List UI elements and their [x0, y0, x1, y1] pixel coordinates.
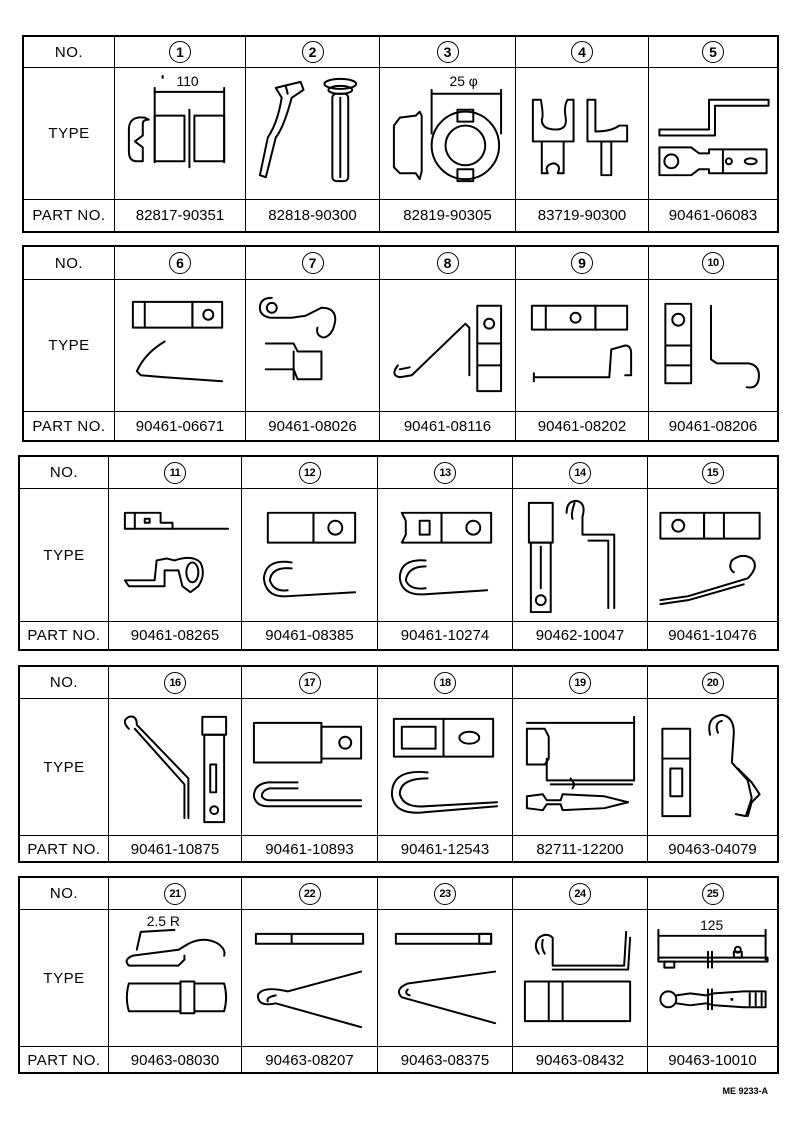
part-number: 90461-08116 — [403, 417, 492, 435]
part-no-label: PART NO. — [27, 627, 101, 644]
part-number: 82711-12200 — [536, 841, 624, 858]
edge-clip-icon — [115, 68, 245, 199]
part-number: 90461-10875 — [130, 841, 220, 858]
part-number-cell — [115, 412, 246, 440]
j-hook-clamp-icon — [649, 280, 777, 411]
parts-table-4 — [18, 665, 779, 863]
part-number-cell — [516, 200, 649, 231]
part-number-cell — [246, 200, 380, 231]
part-no-label: PART NO. — [32, 417, 106, 435]
type-drawing-cell — [513, 910, 648, 1046]
part-number: 90461-10274 — [400, 627, 490, 644]
spring-loop-clip-icon — [242, 910, 377, 1046]
item-number-cell — [115, 247, 246, 279]
part-number: 90461-08385 — [265, 627, 354, 644]
part-number: 90461-08206 — [668, 417, 758, 435]
part-number-cell — [109, 836, 242, 863]
loop-clamp-icon — [242, 489, 377, 621]
item-number-cell — [516, 247, 649, 279]
item-number-cell — [513, 878, 648, 909]
spring-v-clip-icon — [378, 910, 512, 1046]
drawing-code: ME 9233-A — [722, 1086, 768, 1096]
type-drawing-cell — [380, 280, 516, 411]
type-drawing-cell — [513, 489, 648, 621]
type-drawing-cell — [242, 910, 378, 1046]
item-number-badge: 9 — [571, 252, 593, 274]
type-label: TYPE — [48, 125, 90, 142]
type-header — [20, 910, 109, 1046]
part-number: 90463-04079 — [668, 841, 757, 858]
no-label: NO. — [49, 674, 79, 691]
part-number-cell — [648, 1047, 777, 1074]
part-number-cell — [242, 836, 378, 863]
bent-clip-and-pin-icon — [246, 68, 379, 199]
part-number: 90461-06083 — [668, 207, 758, 224]
part-number-cell — [649, 200, 777, 231]
item-number-cell — [648, 457, 777, 488]
type-drawing-cell — [516, 280, 649, 411]
part-number: 90463-08030 — [130, 1052, 220, 1069]
type-drawing-cell — [380, 68, 516, 199]
vertical-hook-clamp-icon — [513, 489, 647, 621]
no-header — [20, 667, 109, 698]
hook-clamp-icon — [115, 280, 245, 411]
part-no-header — [24, 412, 115, 440]
item-number-badge: 20 — [702, 672, 724, 694]
type-drawing-cell — [649, 280, 777, 411]
item-number-cell — [513, 457, 648, 488]
item-number-cell — [649, 37, 777, 67]
type-drawing-cell — [115, 68, 246, 199]
part-number-cell — [378, 836, 513, 863]
curl-hook-clamp-icon — [648, 489, 777, 621]
item-number-badge: 19 — [569, 672, 591, 694]
item-number-badge: 11 — [164, 462, 186, 484]
type-drawing-cell — [242, 489, 378, 621]
type-drawing-cell — [378, 699, 513, 835]
j-bracket-clamp-icon — [516, 280, 648, 411]
type-drawing-cell — [648, 910, 777, 1046]
svg-text:2.5 R: 2.5 R — [146, 912, 180, 929]
item-number-cell — [242, 667, 378, 698]
part-number: 90463-08432 — [535, 1052, 625, 1069]
part-number-cell — [109, 622, 242, 649]
item-number-badge: 24 — [569, 883, 591, 905]
item-number-badge: 10 — [702, 252, 724, 274]
no-header — [20, 878, 109, 909]
part-number-cell — [380, 412, 516, 440]
spring-hook-clamp-icon — [648, 699, 777, 835]
no-label: NO. — [54, 254, 84, 272]
item-number-cell — [648, 667, 777, 698]
type-drawing-cell — [648, 699, 777, 835]
item-number-cell — [109, 878, 242, 909]
part-no-header — [20, 836, 109, 863]
part-no-header — [20, 622, 109, 649]
item-number-cell — [242, 878, 378, 909]
type-header — [24, 280, 115, 411]
part-number-cell — [378, 1047, 513, 1074]
type-drawing-cell — [242, 699, 378, 835]
parts-table-3 — [18, 455, 779, 651]
part-no-header — [24, 200, 115, 231]
item-number-badge: 25 — [702, 883, 724, 905]
part-number: 90461-12543 — [400, 841, 490, 858]
part-number-cell — [516, 412, 649, 440]
part-number-cell — [246, 412, 380, 440]
part-number-cell — [648, 836, 777, 863]
parts-table-5 — [18, 876, 779, 1074]
item-number-badge: 7 — [302, 252, 324, 274]
fork-clip-icon — [516, 68, 648, 199]
part-no-label: PART NO. — [27, 841, 101, 858]
item-number-badge: 1 — [169, 41, 191, 63]
item-number-badge: 14 — [569, 462, 591, 484]
part-number: 90461-08026 — [268, 417, 357, 435]
item-number-cell — [380, 37, 516, 67]
item-number-cell — [109, 457, 242, 488]
type-drawing-cell — [378, 910, 513, 1046]
part-number: 83719-90300 — [537, 207, 627, 224]
item-number-badge: 23 — [434, 883, 456, 905]
part-number: 90462-10047 — [535, 627, 625, 644]
item-number-badge: 8 — [437, 252, 459, 274]
item-number-badge: 22 — [299, 883, 321, 905]
item-number-badge: 4 — [571, 41, 593, 63]
type-header — [20, 489, 109, 621]
item-number-badge: 16 — [164, 672, 186, 694]
item-number-cell — [246, 37, 380, 67]
type-drawing-cell — [109, 910, 242, 1046]
part-number-cell — [649, 412, 777, 440]
item-number-cell — [115, 37, 246, 67]
item-number-cell — [242, 457, 378, 488]
type-label: TYPE — [43, 969, 85, 987]
type-label: TYPE — [43, 546, 85, 564]
item-number-badge: 12 — [299, 462, 321, 484]
item-number-badge: 15 — [702, 462, 724, 484]
radius-clip-icon — [109, 910, 241, 1046]
part-number-cell — [380, 200, 516, 231]
svg-text:25 φ: 25 φ — [449, 72, 478, 89]
grommet-icon — [380, 68, 515, 199]
part-number-cell — [115, 200, 246, 231]
item-number-cell — [648, 878, 777, 909]
part-number: 90463-08375 — [400, 1052, 490, 1069]
item-number-badge: 18 — [434, 672, 456, 694]
item-number-badge: 6 — [169, 252, 191, 274]
type-drawing-cell — [246, 68, 380, 199]
item-number-badge: 2 — [302, 41, 324, 63]
item-number-badge: 3 — [437, 41, 459, 63]
parts-table-1 — [22, 35, 779, 233]
part-number-cell — [109, 1047, 242, 1074]
type-drawing-cell — [109, 699, 242, 835]
part-number-cell — [513, 622, 648, 649]
item-number-cell — [378, 457, 513, 488]
no-header — [20, 457, 109, 488]
angled-hook-clamp-icon — [109, 699, 241, 835]
part-number: 90461-06671 — [135, 417, 225, 435]
part-number: 90461-10893 — [265, 841, 354, 858]
part-number: 90463-10010 — [668, 1052, 757, 1069]
part-no-label: PART NO. — [32, 207, 106, 224]
type-header — [24, 68, 115, 199]
offset-bracket-clamp-icon — [109, 489, 241, 621]
item-number-badge: 21 — [164, 883, 186, 905]
type-header — [20, 699, 109, 835]
no-label: NO. — [54, 43, 84, 61]
wire-hook-clamp-icon — [380, 280, 515, 411]
item-number-cell — [109, 667, 242, 698]
part-number-cell — [242, 622, 378, 649]
u-clip-clamp-icon — [242, 699, 377, 835]
type-drawing-cell — [378, 489, 513, 621]
item-number-cell — [513, 667, 648, 698]
part-number: 90461-08265 — [130, 627, 220, 644]
type-drawing-cell — [513, 699, 648, 835]
type-drawing-cell — [649, 68, 777, 199]
item-number-cell — [378, 878, 513, 909]
eyelet-hook-clamp-icon — [246, 280, 379, 411]
part-number: 90463-08207 — [265, 1052, 354, 1069]
part-number: 90461-10476 — [668, 627, 757, 644]
part-number: 82817-90351 — [135, 207, 225, 224]
type-label: TYPE — [43, 758, 85, 776]
item-number-cell — [246, 247, 380, 279]
no-label: NO. — [49, 464, 79, 481]
no-header — [24, 247, 115, 279]
type-drawing-cell — [109, 489, 242, 621]
large-loop-clamp-icon — [378, 699, 512, 835]
type-drawing-cell — [246, 280, 380, 411]
svg-text:125: 125 — [700, 916, 724, 933]
flat-bracket-clamp-icon — [649, 68, 777, 199]
wire-bracket-clip-icon — [513, 910, 647, 1046]
part-no-label: PART NO. — [27, 1052, 101, 1069]
item-number-badge: 17 — [299, 672, 321, 694]
parts-table-2 — [22, 245, 779, 442]
no-label: NO. — [49, 885, 79, 902]
part-no-header — [20, 1047, 109, 1074]
part-number-cell — [648, 622, 777, 649]
part-number-cell — [513, 836, 648, 863]
long-strap-icon — [648, 910, 777, 1046]
type-drawing-cell — [648, 489, 777, 621]
part-number: 90461-08202 — [537, 417, 627, 435]
svg-text:110: 110 — [176, 72, 199, 89]
item-number-badge: 5 — [702, 41, 724, 63]
type-drawing-cell — [115, 280, 246, 411]
item-number-cell — [380, 247, 516, 279]
band-clamp-icon — [513, 699, 647, 835]
item-number-cell — [378, 667, 513, 698]
part-number: 82819-90305 — [403, 207, 492, 224]
part-number-cell — [378, 622, 513, 649]
item-number-cell — [516, 37, 649, 67]
slotted-loop-clamp-icon — [378, 489, 512, 621]
type-label: TYPE — [48, 337, 90, 354]
no-header — [24, 37, 115, 67]
item-number-cell — [649, 247, 777, 279]
part-number-cell — [242, 1047, 378, 1074]
item-number-badge: 13 — [434, 462, 456, 484]
part-number-cell — [513, 1047, 648, 1074]
type-drawing-cell — [516, 68, 649, 199]
part-number: 82818-90300 — [268, 207, 357, 224]
